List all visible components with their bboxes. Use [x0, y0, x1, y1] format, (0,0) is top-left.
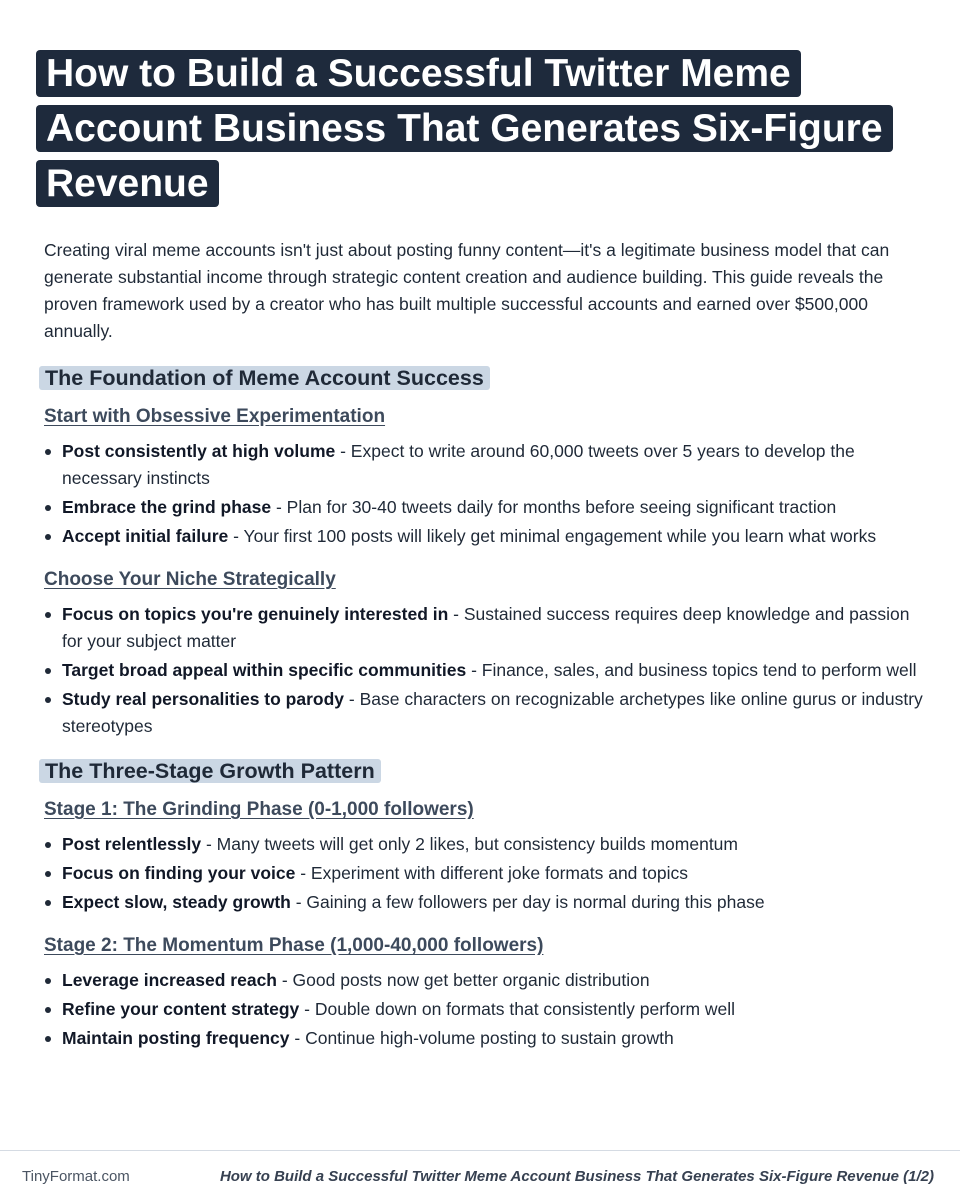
title-line: Revenue: [36, 160, 219, 207]
bullet-list: [36, 967, 924, 1052]
list-item: Post consistently at high volume - Expect to write around 60,000 tweets over 5 years to develop the necessary instincts: [62, 438, 924, 492]
page-footer: [0, 1150, 960, 1200]
bullet-icon: [45, 449, 51, 455]
list-item: Study real personalities to parody - Base characters on recognizable archetypes like online gurus or industry stereotypes: [62, 686, 924, 740]
bullet-icon: [45, 505, 51, 511]
subsection-heading: Stage 2: The Momentum Phase (1,000-40,000 followers): [44, 935, 544, 956]
list-item: Leverage increased reach - Good posts now get better organic distribution: [62, 967, 924, 994]
subsection-heading: Stage 1: The Grinding Phase (0-1,000 followers): [44, 799, 474, 820]
title-line: Account Business That Generates Six-Figure: [36, 105, 893, 152]
subsection-heading: Start with Obsessive Experimentation: [44, 406, 386, 427]
bullet-icon: [45, 842, 51, 848]
bullet-list: [36, 601, 924, 740]
section-heading: The Foundation of Meme Account Success: [39, 365, 924, 391]
footer-site-link[interactable]: TinyFormat.com: [22, 1168, 130, 1185]
bullet-icon: [45, 871, 51, 877]
list-item: Refine your content strategy - Double down on formats that consistently perform well: [62, 996, 924, 1023]
footer-title: How to Build a Successful Twitter Meme Account Business That Generates Six-Figure Revenue (1/2): [219, 1168, 934, 1185]
list-item: Focus on topics you're genuinely interested in - Sustained success requires deep knowledge and passion for your subject matter: [62, 601, 924, 655]
bullet-icon: [45, 900, 51, 906]
list-item: Expect slow, steady growth - Gaining a few followers per day is normal during this phase: [62, 889, 924, 916]
bullet-list: [36, 438, 924, 550]
bullet-list: [36, 831, 924, 916]
bullet-icon: [45, 668, 51, 674]
list-item: Target broad appeal within specific communities - Finance, sales, and business topics tend to perform well: [62, 657, 924, 684]
list-item: Accept initial failure - Your first 100 posts will likely get minimal engagement while you learn what works: [62, 523, 924, 550]
list-item: Focus on finding your voice - Experiment with different joke formats and topics: [62, 860, 924, 887]
bullet-icon: [45, 978, 51, 984]
section-heading: The Three-Stage Growth Pattern: [39, 758, 924, 784]
bullet-icon: [45, 1007, 51, 1013]
list-item: Post relentlessly - Many tweets will get only 2 likes, but consistency builds momentum: [62, 831, 924, 858]
bullet-icon: [45, 534, 51, 540]
intro-paragraph: Creating viral meme accounts isn't just about posting funny content—it's a legitimate business model that can generate substantial income through strategic content creation and audience building. This guide reveals the proven framework used by a creator who has built multiple successful accounts and earned over $500,000 annually.: [44, 240, 890, 341]
list-item: Maintain posting frequency - Continue high-volume posting to sustain growth: [62, 1025, 924, 1052]
bullet-icon: [45, 697, 51, 703]
bullet-icon: [45, 612, 51, 618]
title-line: How to Build a Successful Twitter Meme: [36, 50, 801, 97]
subsection-heading: Choose Your Niche Strategically: [44, 569, 336, 590]
list-item: Embrace the grind phase - Plan for 30-40 tweets daily for months before seeing significant traction: [62, 494, 924, 521]
page-title: [36, 46, 924, 211]
bullet-icon: [45, 1036, 51, 1042]
